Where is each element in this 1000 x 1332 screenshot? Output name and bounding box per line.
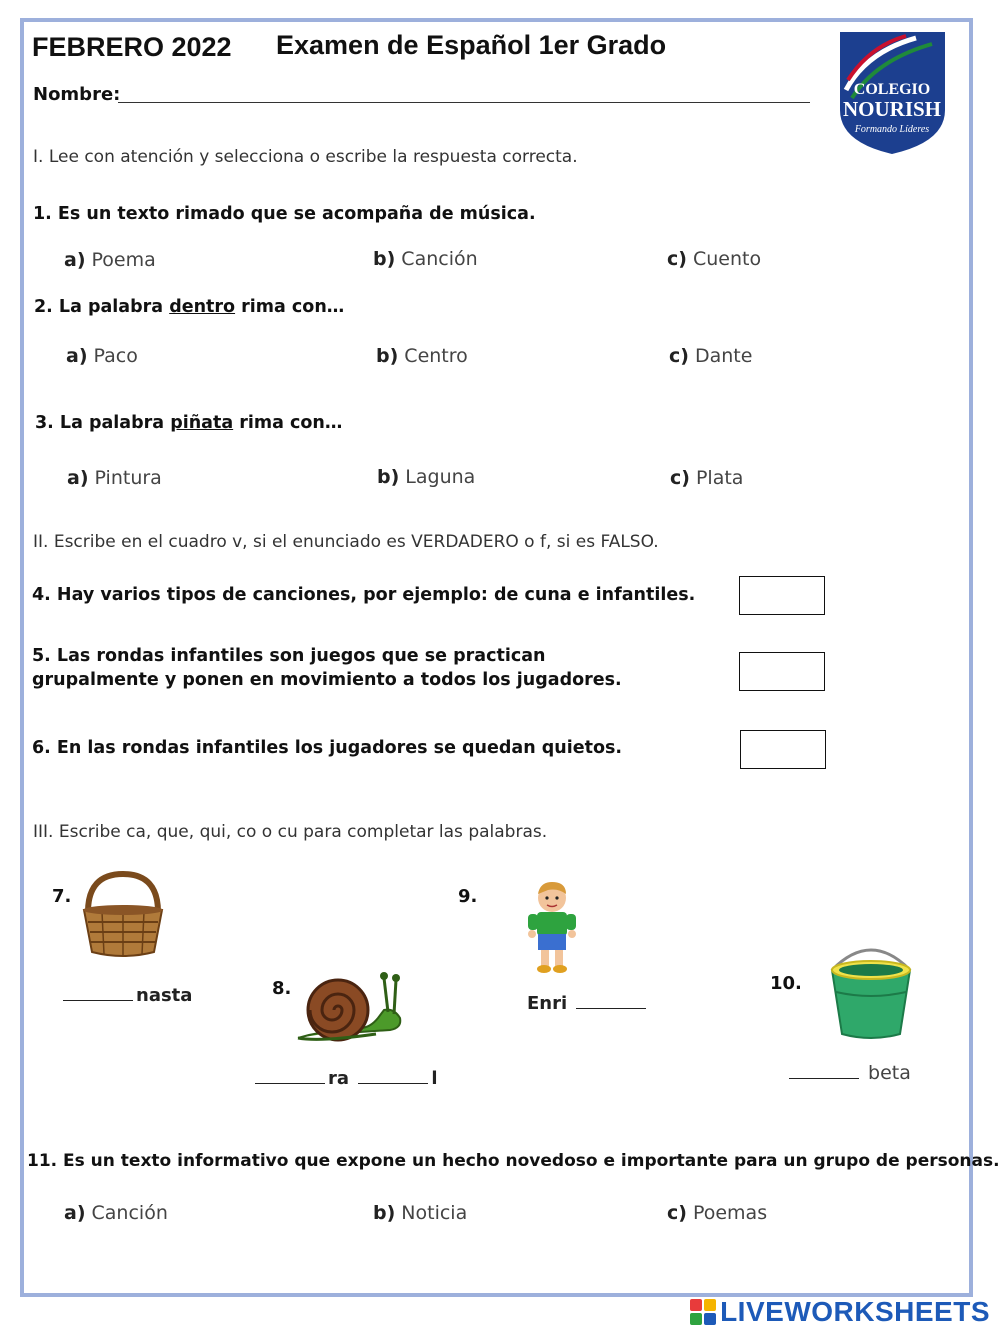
q5-text-line1: 5. Las rondas infantiles son juegos que se practican <box>32 646 546 666</box>
q11-option-a[interactable]: a) Canción <box>64 1202 168 1224</box>
brand-text: LIVEWORKSHEETS <box>720 1296 990 1327</box>
q2-text: 2. La palabra dentro rima con… <box>34 297 345 317</box>
q1-option-c[interactable]: c) Cuento <box>667 248 762 270</box>
q3-text: 3. La palabra piñata rima con… <box>35 413 343 433</box>
q6-answer-box[interactable] <box>740 730 826 769</box>
section2-instruction: II. Escribe en el cuadro v, si el enunciado es VERDADERO o f, si es FALSO. <box>33 532 659 552</box>
basket-icon <box>78 868 168 960</box>
q10-blank[interactable] <box>789 1064 859 1079</box>
q6-text: 6. En las rondas infantiles los jugadores se quedan quietos. <box>32 738 623 758</box>
q8-answer: ra l <box>252 1068 437 1089</box>
q11-option-c[interactable]: c) Poemas <box>667 1202 768 1224</box>
q2-option-c[interactable]: c) Dante <box>669 345 753 367</box>
logo-line2: NOURISH <box>842 97 942 121</box>
section1-instruction: I. Lee con atención y selecciona o escribe la respuesta correcta. <box>33 147 578 167</box>
q10-number: 10. <box>770 973 802 994</box>
q7-number: 7. <box>52 886 72 907</box>
school-logo <box>836 30 949 156</box>
q9-blank[interactable] <box>576 994 646 1009</box>
q7-answer: nasta <box>60 985 192 1006</box>
q1-text: 1. Es un texto rimado que se acompaña de música. <box>33 204 536 224</box>
q3-option-a[interactable]: a) Pintura <box>67 467 162 489</box>
logo-line1: COLEGIO <box>853 81 931 98</box>
q8-blank-2[interactable] <box>358 1069 428 1084</box>
q2-option-a[interactable]: a) Paco <box>66 345 138 367</box>
q1-option-a[interactable]: a) Poema <box>64 249 156 271</box>
q3-option-b[interactable]: b) Laguna <box>377 466 476 488</box>
q11-option-b[interactable]: b) Noticia <box>373 1202 468 1224</box>
q8-blank-1[interactable] <box>255 1069 325 1084</box>
q1-option-b[interactable]: b) Canción <box>373 248 478 270</box>
name-field[interactable] <box>118 102 810 103</box>
q9-number: 9. <box>458 886 478 907</box>
name-label: Nombre: <box>33 84 121 105</box>
section3-instruction: III. Escribe ca, que, qui, co o cu para completar las palabras. <box>33 822 548 842</box>
liveworksheets-brand[interactable] <box>690 1296 990 1328</box>
q2-option-b[interactable]: b) Centro <box>376 345 468 367</box>
q5-answer-box[interactable] <box>739 652 825 691</box>
bucket-icon <box>824 940 918 1044</box>
q9-answer: Enri <box>527 993 649 1014</box>
logo-line3: Formando Líderes <box>854 124 930 135</box>
q7-blank[interactable] <box>63 986 133 1001</box>
boy-icon <box>522 878 582 976</box>
q4-text: 4. Hay varios tipos de canciones, por ejemplo: de cuna e infantiles. <box>32 585 696 605</box>
q10-answer: beta <box>786 1062 911 1084</box>
q8-number: 8. <box>272 978 292 999</box>
q5-text-line2: grupalmente y ponen en movimiento a todos los jugadores. <box>32 670 622 690</box>
q11-text: 11. Es un texto informativo que expone un hecho novedoso e importante para un grupo de personas. <box>27 1151 1000 1171</box>
exam-title: Examen de Español 1er Grado <box>276 30 667 60</box>
q3-option-c[interactable]: c) Plata <box>670 467 744 489</box>
snail-icon <box>290 962 410 1052</box>
q4-answer-box[interactable] <box>739 576 825 615</box>
liveworksheets-logo-icon <box>690 1299 716 1325</box>
exam-date: FEBRERO 2022 <box>32 32 232 62</box>
